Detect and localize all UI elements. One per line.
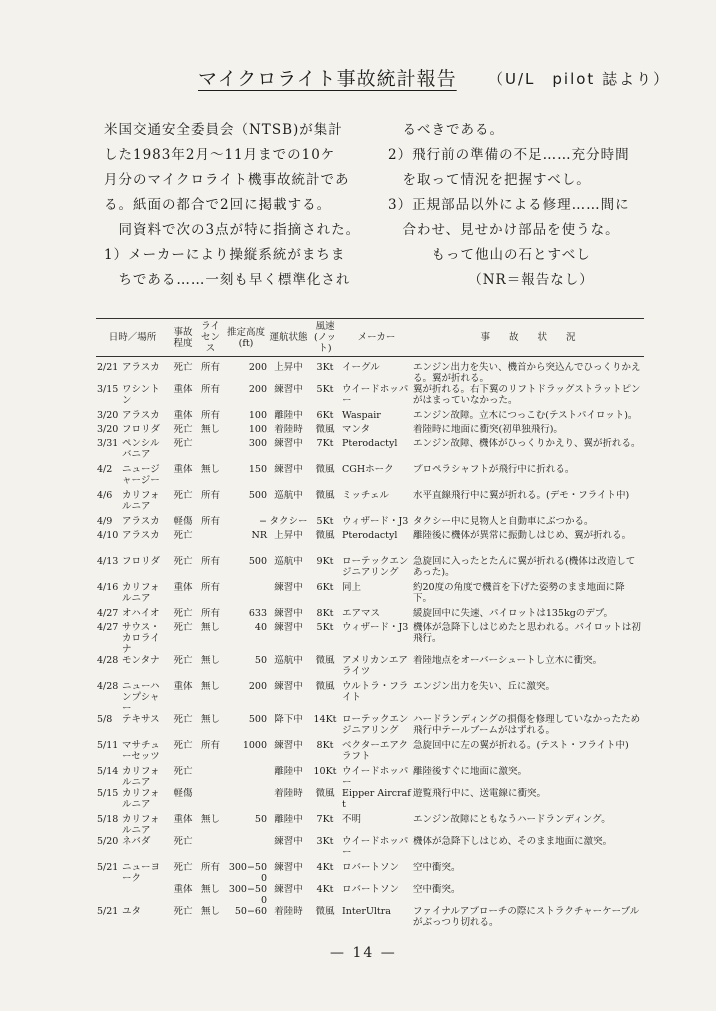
row-license <box>197 836 224 862</box>
row-maker: Eipper Aircraft <box>342 788 411 810</box>
row-description: ハードランディングの損傷を修理していなかったため飛行中テールブームがはずれる。 <box>413 714 641 736</box>
row-phase: 着陸時 <box>274 788 303 799</box>
row-altitude: − <box>259 516 268 527</box>
table-row <box>96 814 644 836</box>
row-license: 無し <box>201 884 221 895</box>
row-description: エンジン故障にともなうハードランディング。 <box>413 814 611 825</box>
header-severity: 事故程度 <box>169 319 197 357</box>
row-maker: ロバートソン <box>342 884 400 895</box>
row-phase: 練習中 <box>274 438 303 449</box>
table-row <box>96 530 644 556</box>
row-altitude: 1000 <box>242 740 268 751</box>
row-phase: 離陸中 <box>274 410 303 421</box>
row-license: 無し <box>201 906 221 917</box>
row-wind: 微風 <box>315 906 335 917</box>
row-severity: 軽傷 <box>173 516 193 527</box>
row-severity: 死亡 <box>173 766 193 777</box>
table-row <box>96 740 644 766</box>
row-maker: CGHホーク <box>342 464 394 475</box>
row-maker: エアマス <box>342 608 381 619</box>
row-license: 無し <box>201 622 221 633</box>
row-license: 所有 <box>201 490 221 501</box>
row-phase: 上昇中 <box>274 362 303 373</box>
row-altitude: 40 <box>254 622 268 633</box>
row-altitude: 200 <box>248 681 268 692</box>
row-altitude: 300 <box>248 438 268 449</box>
intro-left-column <box>104 118 360 293</box>
row-license <box>197 788 224 814</box>
table-header-row <box>96 319 644 357</box>
row-maker: アメリカンエアライツ <box>342 655 408 677</box>
row-place: アラスカ <box>122 516 160 527</box>
row-maker: ウィザード・J3 <box>342 622 409 633</box>
row-maker: Pterodactyl <box>342 530 398 541</box>
row-phase: 巡航中 <box>274 655 303 666</box>
row-place: フロリダ <box>122 424 161 435</box>
row-wind: 5Kt <box>316 622 334 633</box>
row-phase: 上昇中 <box>274 530 303 541</box>
row-maker: ロバートソン <box>342 862 400 873</box>
table-row <box>96 410 644 424</box>
row-wind: 3Kt <box>316 362 334 373</box>
row-severity: 死亡 <box>173 556 193 567</box>
row-description: タクシー中に見物人と自動車にぶつかる。 <box>413 516 594 527</box>
row-severity: 死亡 <box>173 424 193 435</box>
intro-line: 3）正規部品以外による修理……間に <box>388 197 630 213</box>
table-row <box>96 438 644 464</box>
intro-line: 合わせ、見せかけ部品を使うな。 <box>388 222 620 238</box>
row-date: 4/2 <box>97 464 113 475</box>
row-wind: 微風 <box>315 424 335 435</box>
row-severity: 重体 <box>173 464 193 475</box>
row-phase: 練習中 <box>274 622 303 633</box>
row-wind: 微風 <box>315 530 335 541</box>
row-maker: ウイードホッパー <box>342 836 409 858</box>
row-date <box>96 884 121 906</box>
row-severity: 重体 <box>173 384 193 395</box>
row-license: 所有 <box>201 740 221 751</box>
row-phase: 練習中 <box>274 836 303 847</box>
table-row <box>96 464 644 490</box>
row-license <box>197 766 224 788</box>
row-place: カリフォルニア <box>122 582 160 604</box>
row-license: 無し <box>201 814 221 825</box>
table-row <box>96 622 644 655</box>
row-altitude: 50 <box>254 814 268 825</box>
row-description: 空中衝突。 <box>413 884 461 895</box>
row-place: ネバダ <box>122 836 151 847</box>
row-date: 4/10 <box>97 530 119 541</box>
row-description: 水平直線飛行中に翼が折れる。(デモ・フライト中) <box>413 490 630 501</box>
row-date: 4/28 <box>97 655 119 666</box>
row-date: 5/8 <box>97 714 113 725</box>
row-severity: 死亡 <box>173 906 193 917</box>
row-severity: 死亡 <box>173 862 193 873</box>
row-altitude: 100 <box>248 424 268 435</box>
row-severity: 死亡 <box>173 622 193 633</box>
row-wind: 微風 <box>315 490 335 501</box>
row-phase: 着陸時 <box>274 906 303 917</box>
header-wind: 風速(ノット) <box>309 319 341 357</box>
row-date: 5/21 <box>97 906 119 917</box>
intro-line: 2）飛行前の準備の不足……充分時間 <box>388 147 630 163</box>
row-maker: 不明 <box>342 814 362 825</box>
row-maker: Waspair <box>342 410 381 421</box>
intro-line: 米国交通安全委員会（NTSB)が集計 <box>104 122 343 138</box>
row-phase: 練習中 <box>274 464 303 475</box>
row-place: オハイオ <box>122 608 160 619</box>
row-altitude: 500 <box>248 556 268 567</box>
row-wind: 微風 <box>315 464 335 475</box>
intro-line: （NR＝報告なし） <box>388 272 594 288</box>
source-note: （U/L pilot 誌より） <box>488 70 671 88</box>
row-wind: 4Kt <box>316 862 334 873</box>
row-altitude <box>224 788 268 814</box>
row-altitude: 633 <box>248 608 268 619</box>
row-maker: InterUltra <box>342 906 391 917</box>
row-date: 5/14 <box>97 766 119 777</box>
row-wind: 微風 <box>315 788 335 799</box>
row-description: エンジン出力を失い、機首から突込んでひっくりかえる。翼が折れる。 <box>413 362 641 384</box>
intro-line: 同資料で次の3点が特に指摘された。 <box>104 222 361 238</box>
row-maker: ローテックエンジニアリング <box>342 556 409 578</box>
row-maker: イーグル <box>342 362 380 373</box>
row-place: アラスカ <box>122 362 160 373</box>
row-description: エンジン故障。立木につっこむ(テストパイロット)。 <box>413 410 638 421</box>
table-row <box>96 384 644 410</box>
row-altitude: 200 <box>248 362 268 373</box>
row-description: 空中衝突。 <box>413 862 461 873</box>
row-description: 遊覧飛行中に、送電線に衝突。 <box>413 788 547 799</box>
row-maker: ローテックエンジニアリング <box>342 714 409 736</box>
row-license: 所有 <box>201 582 221 593</box>
table-row <box>96 884 644 906</box>
row-maker: ベクターエアクラフト <box>342 740 409 762</box>
row-description: 離陸後に機体が異常に振動しはじめ、翼が折れる。 <box>413 530 632 541</box>
row-place: カリフォルニア <box>122 814 160 836</box>
row-place: カリフォルニア <box>122 766 160 788</box>
row-license <box>197 438 224 464</box>
page-number: — 14 — <box>330 945 397 961</box>
row-wind: 8Kt <box>316 608 334 619</box>
row-maker: ウルトラ・フライト <box>342 681 409 703</box>
row-maker: ウイードホッパー <box>342 766 409 788</box>
row-date: 2/21 <box>97 362 119 373</box>
intro-line: した1983年2月〜11月までの10ケ <box>104 147 336 163</box>
row-wind: 5Kt <box>316 516 334 527</box>
row-date: 4/9 <box>97 516 113 527</box>
page-title: マイクロライト事故統計報告 <box>198 68 457 90</box>
row-place: テキサス <box>122 714 160 725</box>
header-phase: 運航状態 <box>268 319 309 357</box>
row-severity: 重体 <box>173 410 193 421</box>
row-license: 所有 <box>201 862 221 873</box>
row-altitude: 100 <box>248 410 268 421</box>
row-wind: 6Kt <box>316 410 334 421</box>
row-maker: ウィザード・J3 <box>342 516 409 527</box>
row-place: アラスカ <box>122 530 160 541</box>
row-date: 4/6 <box>97 490 113 501</box>
row-maker: 同上 <box>342 582 362 593</box>
row-date: 4/13 <box>97 556 119 567</box>
row-description: プロペラシャフトが飛行中に折れる。 <box>413 464 575 475</box>
row-description: エンジン出力を失い、丘に激突。 <box>413 681 556 692</box>
row-date: 3/20 <box>97 410 119 421</box>
row-maker: Pterodactyl <box>342 438 398 449</box>
row-phase: 離陸中 <box>274 766 303 777</box>
row-date: 5/21 <box>97 862 119 873</box>
row-phase: 降下中 <box>274 714 303 725</box>
table-row <box>96 556 644 582</box>
row-date: 5/15 <box>97 788 119 799</box>
header-license: ライセンス <box>197 319 224 357</box>
intro-line: ちである……一刻も早く標準化され <box>104 272 351 288</box>
row-description: 離陸後すぐに地面に激突。 <box>413 766 528 777</box>
row-place: カリフォルニア <box>122 490 160 512</box>
table-row <box>96 608 644 622</box>
row-maker: ウイードホッパー <box>342 384 409 406</box>
intro-line: 1）メーカーにより操縦系統がまちま <box>104 247 346 263</box>
row-wind: 5Kt <box>316 384 334 395</box>
row-wind: 微風 <box>315 681 335 692</box>
row-phase: 練習中 <box>274 681 303 692</box>
header-maker: メーカー <box>341 319 412 357</box>
row-place: ワシントン <box>122 384 160 406</box>
table-row <box>96 655 644 681</box>
header-date-place: 日時／場所 <box>96 319 169 357</box>
table-row <box>96 766 644 788</box>
row-severity: 死亡 <box>173 530 193 541</box>
row-license: 所有 <box>201 384 221 395</box>
row-wind: 微風 <box>315 655 335 666</box>
row-license: 無し <box>201 424 221 435</box>
row-license <box>197 530 224 556</box>
row-place: サウス・カロライナ <box>122 622 160 655</box>
row-place: マサチューセッツ <box>122 740 160 762</box>
table-row <box>96 516 644 530</box>
row-altitude: 200 <box>248 384 268 395</box>
row-phase: 練習中 <box>274 582 303 593</box>
row-description: 緩旋回中に失速、パイロットは135kgのデブ。 <box>413 608 614 619</box>
row-severity: 重体 <box>173 884 193 895</box>
row-wind: 7Kt <box>316 438 334 449</box>
row-phase: タクシー <box>269 516 308 527</box>
row-date: 4/16 <box>97 582 119 593</box>
row-maker: マンタ <box>342 424 371 435</box>
row-place: フロリダ <box>122 556 161 567</box>
row-altitude: 500 <box>248 490 268 501</box>
row-date: 5/11 <box>97 740 119 751</box>
row-wind: 6Kt <box>316 582 334 593</box>
row-altitude: 500 <box>248 714 268 725</box>
table-row <box>96 714 644 740</box>
row-maker: ミッチェル <box>342 490 390 501</box>
row-license: 所有 <box>201 410 221 421</box>
table-row <box>96 424 644 438</box>
row-altitude: NR <box>251 530 268 541</box>
row-wind: 4Kt <box>316 884 334 895</box>
row-place: ニューハンプシャー <box>122 681 160 714</box>
row-severity: 死亡 <box>173 438 193 449</box>
row-license: 無し <box>201 655 221 666</box>
table-body <box>96 357 644 933</box>
row-phase: 着陸時 <box>274 424 303 435</box>
row-description: 機体が急降下しはじめ、そのまま地面に激突。 <box>413 836 613 847</box>
row-phase: 練習中 <box>274 740 303 751</box>
row-place: ニュージャージー <box>122 464 160 486</box>
row-place: ユタ <box>122 906 142 917</box>
table-row <box>96 836 644 862</box>
intro-line: る。紙面の都合で2回に掲載する。 <box>104 197 332 213</box>
row-description: 急旋回中に左の翼が折れる。(テスト・フライト中) <box>413 740 629 751</box>
table-row <box>96 582 644 608</box>
table-row <box>96 681 644 714</box>
table-row <box>96 357 644 385</box>
row-license: 所有 <box>201 516 221 527</box>
intro-right-column <box>388 118 630 293</box>
row-date: 4/28 <box>97 681 119 692</box>
row-wind: 14Kt <box>313 714 337 725</box>
table-row <box>96 490 644 516</box>
row-altitude: 150 <box>248 464 268 475</box>
row-description: 翼が折れる。右下翼のリフトドラッグストラットピンがはまっていなかった。 <box>413 384 641 406</box>
row-phase: 練習中 <box>274 862 303 873</box>
row-description: エンジン故障、機体がひっくりかえり、翼が折れる。 <box>413 438 641 449</box>
row-severity: 死亡 <box>173 608 193 619</box>
row-date: 4/27 <box>97 622 119 633</box>
row-description: 着陸時に地面に衝突(初単独飛行)。 <box>413 424 563 435</box>
row-altitude: 50 <box>254 655 268 666</box>
row-altitude <box>224 766 268 788</box>
row-severity: 死亡 <box>173 740 193 751</box>
row-phase: 練習中 <box>274 384 303 395</box>
intro-line: るべきである。 <box>388 122 504 138</box>
row-wind: 9Kt <box>316 556 334 567</box>
row-license: 無し <box>201 681 221 692</box>
row-date: 3/20 <box>97 424 119 435</box>
row-severity: 死亡 <box>173 836 193 847</box>
row-place: ペンシルバニア <box>122 438 160 460</box>
row-description: 着陸地点をオーバーシュートし立木に衝突。 <box>413 655 603 666</box>
row-severity: 軽傷 <box>173 788 193 799</box>
row-description: ファイナルアプローチの際にストラクチャーケーブルがぶっつり切れる。 <box>413 906 640 928</box>
row-severity: 重体 <box>173 681 193 692</box>
row-phase: 離陸中 <box>274 814 303 825</box>
row-severity: 重体 <box>173 814 193 825</box>
row-license: 所有 <box>201 362 221 373</box>
row-wind: 3Kt <box>316 836 334 847</box>
row-altitude: 50−60 <box>234 906 268 917</box>
row-description: 急旋回に入ったとたんに翼が折れる(機体は改造してあった)。 <box>413 556 636 578</box>
row-altitude <box>224 582 268 608</box>
row-place: モンタナ <box>122 655 160 666</box>
row-date: 5/20 <box>97 836 119 847</box>
intro-line: を取って情況を把握すべし。 <box>388 172 591 188</box>
row-place: ニューヨーク <box>122 862 161 884</box>
table-row <box>96 906 644 932</box>
row-wind: 8Kt <box>316 740 334 751</box>
row-severity: 死亡 <box>173 655 193 666</box>
table-row <box>96 862 644 884</box>
row-place <box>121 884 169 906</box>
intro-line: もって他山の石とすべし <box>388 247 591 263</box>
row-wind: 7Kt <box>316 814 334 825</box>
row-date: 3/15 <box>97 384 119 395</box>
row-wind: 10Kt <box>313 766 337 777</box>
row-phase: 巡航中 <box>274 490 303 501</box>
header-altitude: 推定高度(ft) <box>224 319 268 357</box>
row-phase: 巡航中 <box>274 556 303 567</box>
row-altitude: 300−500 <box>228 862 268 884</box>
row-date: 4/27 <box>97 608 119 619</box>
row-license: 所有 <box>201 556 221 567</box>
row-license: 無し <box>201 714 221 725</box>
row-altitude <box>224 836 268 862</box>
row-severity: 死亡 <box>173 490 193 501</box>
intro-line: 月分のマイクロライト機事故統計であ <box>104 172 350 188</box>
row-severity: 死亡 <box>173 362 193 373</box>
row-phase: 練習中 <box>274 884 303 895</box>
row-place: アラスカ <box>122 410 160 421</box>
table-row <box>96 788 644 814</box>
row-date: 5/18 <box>97 814 119 825</box>
row-place: カリフォルニア <box>122 788 160 810</box>
row-license: 無し <box>201 464 221 475</box>
header-description: 事 故 状 況 <box>412 319 644 357</box>
row-severity: 重体 <box>173 582 193 593</box>
accident-table <box>96 318 644 932</box>
row-altitude: 300−500 <box>228 884 268 906</box>
row-date: 3/31 <box>97 438 119 449</box>
row-severity: 死亡 <box>173 714 193 725</box>
row-description: 機体が急降下しはじめたと思われる。パイロットは初飛行。 <box>413 622 641 644</box>
row-license: 所有 <box>201 608 221 619</box>
row-phase: 練習中 <box>274 608 303 619</box>
row-description: 約20度の角度で機首を下げた姿勢のまま地面に降下。 <box>413 582 625 604</box>
